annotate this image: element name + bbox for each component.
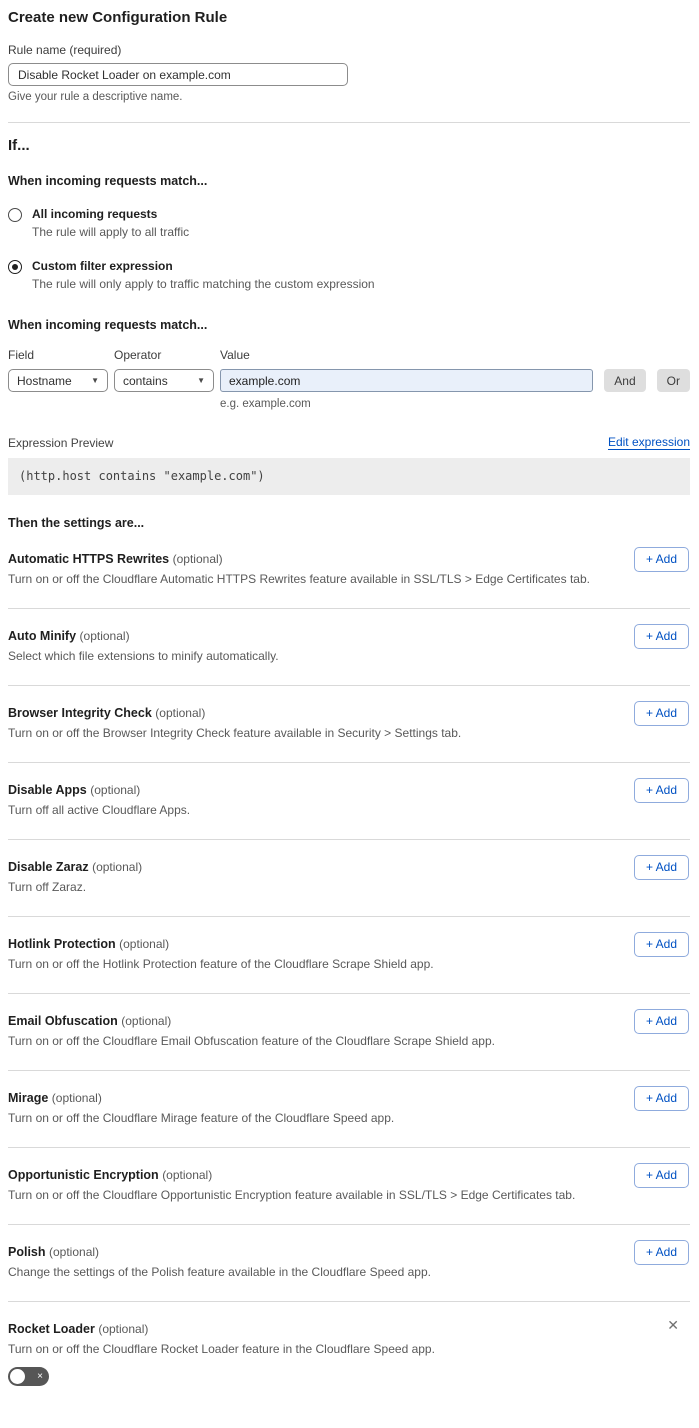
expression-preview-label: Expression Preview <box>8 436 114 450</box>
setting-title: Mirage <box>8 1091 49 1105</box>
rule-name-input[interactable] <box>8 63 348 86</box>
setting-row-disable-apps <box>8 763 690 840</box>
add-button[interactable]: + Add <box>634 1240 689 1265</box>
setting-title: Browser Integrity Check <box>8 706 152 720</box>
setting-description: Turn on or off the Browser Integrity Check feature available in Security > Settings tab. <box>8 726 462 740</box>
add-button[interactable]: + Add <box>634 547 689 572</box>
settings-heading: Then the settings are... <box>8 516 145 530</box>
setting-title: Opportunistic Encryption <box>8 1168 159 1182</box>
radio-all-incoming-requests-desc: The rule will apply to all traffic <box>32 225 190 239</box>
optional-label: (optional) <box>162 1168 213 1182</box>
setting-row-disable-zaraz <box>8 840 690 917</box>
optional-label: (optional) <box>98 1322 149 1336</box>
add-button[interactable]: + Add <box>634 701 689 726</box>
toggle-off-x-icon: × <box>37 1371 43 1382</box>
setting-row-auto-minify <box>8 609 690 686</box>
add-button[interactable]: + Add <box>634 932 689 957</box>
setting-description: Turn on or off the Cloudflare Rocket Loader feature in the Cloudflare Speed app. <box>8 1342 435 1356</box>
optional-label: (optional) <box>49 1245 100 1259</box>
optional-label: (optional) <box>155 706 206 720</box>
toggle-knob <box>10 1369 25 1384</box>
radio-all-incoming-requests-label[interactable]: All incoming requests <box>32 207 158 221</box>
radio-all-incoming-requests[interactable] <box>8 207 690 239</box>
radio-custom-filter-expression-label[interactable]: Custom filter expression <box>32 259 173 273</box>
rocket-loader-toggle[interactable] <box>8 1367 49 1386</box>
setting-description: Turn on or off the Cloudflare Email Obfuscation feature of the Cloudflare Scrape Shield app. <box>8 1034 495 1048</box>
filter-match-heading: When incoming requests match... <box>8 318 208 332</box>
add-button[interactable]: + Add <box>634 1086 689 1111</box>
add-button[interactable]: + Add <box>634 1163 689 1188</box>
close-icon[interactable]: ✕ <box>667 1317 679 1333</box>
setting-title: Disable Zaraz <box>8 860 89 874</box>
if-heading: If... <box>8 137 30 154</box>
operator-select-value: contains <box>123 373 168 388</box>
filter-builder-row <box>8 348 690 392</box>
field-select-value: Hostname <box>17 373 72 388</box>
chevron-down-icon: ▼ <box>197 375 205 385</box>
operator-select[interactable] <box>114 369 214 392</box>
section-divider <box>8 122 690 123</box>
field-label: Field <box>8 348 35 362</box>
radio-custom-filter-expression-desc: The rule will only apply to traffic matching the custom expression <box>32 277 375 291</box>
value-input[interactable] <box>220 369 593 392</box>
setting-description: Turn off all active Cloudflare Apps. <box>8 803 191 817</box>
setting-row-polish <box>8 1225 690 1302</box>
add-button[interactable]: + Add <box>634 855 689 880</box>
incoming-requests-match-heading: When incoming requests match... <box>8 174 208 188</box>
setting-row-automatic-https-rewrites <box>8 532 690 609</box>
setting-description: Select which file extensions to minify automatically. <box>8 649 279 663</box>
chevron-down-icon: ▼ <box>91 375 99 385</box>
setting-description: Turn on or off the Cloudflare Opportunistic Encryption feature available in SSL/TLS > Edge Certificates tab. <box>8 1188 576 1202</box>
setting-row-browser-integrity-check <box>8 686 690 763</box>
page-title: Create new Configuration Rule <box>8 9 228 26</box>
add-button[interactable]: + Add <box>634 778 689 803</box>
setting-row-mirage <box>8 1071 690 1148</box>
and-button[interactable]: And <box>604 369 645 392</box>
setting-title: Disable Apps <box>8 783 87 797</box>
optional-label: (optional) <box>51 1091 102 1105</box>
setting-row-email-obfuscation <box>8 994 690 1071</box>
operator-label: Operator <box>114 348 162 362</box>
or-button[interactable]: Or <box>657 369 690 392</box>
radio-button-icon[interactable] <box>8 208 22 222</box>
add-button[interactable]: + Add <box>634 624 689 649</box>
setting-title: Auto Minify <box>8 629 77 643</box>
optional-label: (optional) <box>90 783 141 797</box>
setting-title: Automatic HTTPS Rewrites <box>8 552 170 566</box>
field-select[interactable] <box>8 369 108 392</box>
edit-expression-link[interactable]: Edit expression <box>607 435 690 449</box>
setting-title: Polish <box>8 1245 46 1259</box>
setting-description: Turn on or off the Hotlink Protection feature of the Cloudflare Scrape Shield app. <box>8 957 434 971</box>
add-button[interactable]: + Add <box>634 1009 689 1034</box>
setting-title: Email Obfuscation <box>8 1014 118 1028</box>
optional-label: (optional) <box>92 860 143 874</box>
optional-label: (optional) <box>172 552 223 566</box>
setting-description: Change the settings of the Polish feature available in the Cloudflare Speed app. <box>8 1265 431 1279</box>
value-helper: e.g. example.com <box>220 398 311 410</box>
setting-description: Turn on or off the Cloudflare Mirage feature of the Cloudflare Speed app. <box>8 1111 395 1125</box>
expression-preview-header <box>8 435 690 450</box>
value-label: Value <box>220 348 250 362</box>
optional-label: (optional) <box>121 1014 172 1028</box>
radio-custom-filter-expression[interactable] <box>8 259 690 291</box>
settings-list <box>8 532 690 1408</box>
setting-description: Turn on or off the Cloudflare Automatic HTTPS Rewrites feature available in SSL/TLS > Edge Certificates tab. <box>8 572 590 586</box>
rule-name-helper: Give your rule a descriptive name. <box>8 91 183 103</box>
setting-description: Turn off Zaraz. <box>8 880 87 894</box>
setting-row-hotlink-protection <box>8 917 690 994</box>
expression-code-block: (http.host contains "example.com") <box>8 458 690 495</box>
setting-title: Hotlink Protection <box>8 937 116 951</box>
optional-label: (optional) <box>119 937 170 951</box>
rule-name-label: Rule name (required) <box>8 43 122 57</box>
optional-label: (optional) <box>79 629 130 643</box>
setting-row-rocket-loader <box>8 1302 690 1408</box>
setting-row-opportunistic-encryption <box>8 1148 690 1225</box>
rule-name-group <box>8 43 690 103</box>
radio-button-selected-icon[interactable] <box>8 260 22 274</box>
setting-title: Rocket Loader <box>8 1322 95 1336</box>
